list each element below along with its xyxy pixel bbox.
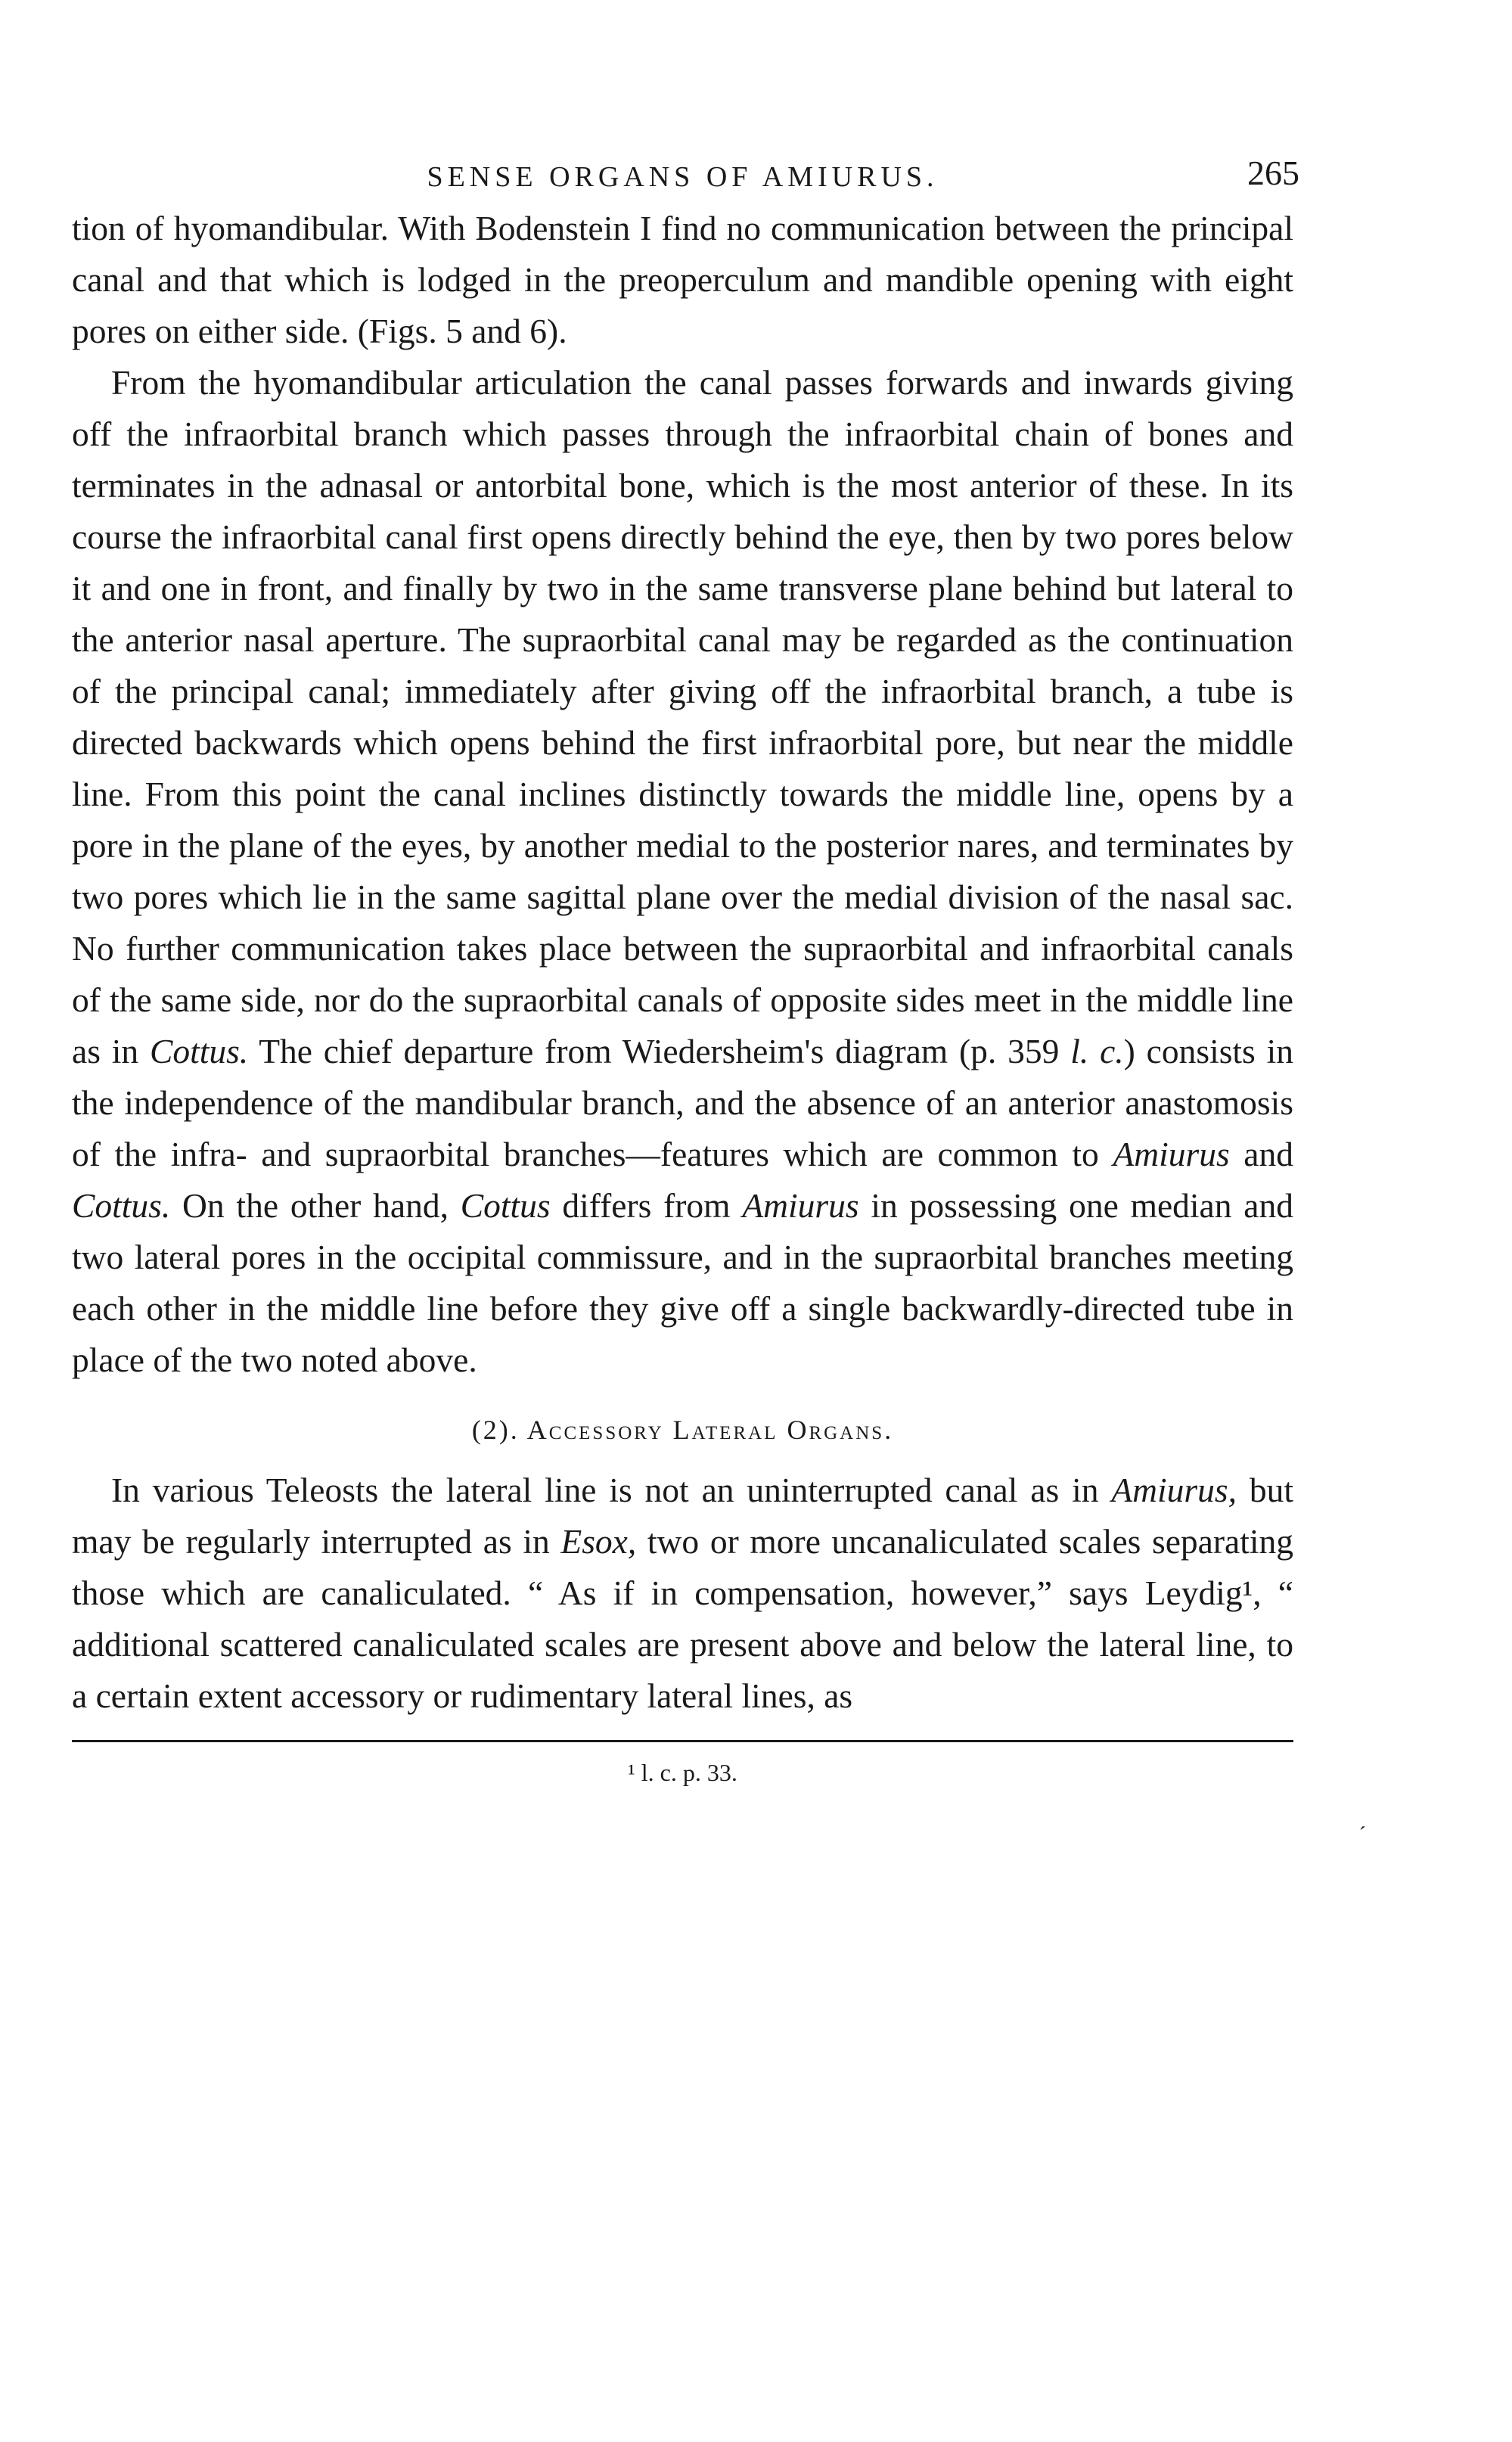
italic-text-segment: Cottus (460, 1186, 551, 1225)
text-segment: The chief departure from Wiedersheim's diagram (p. 359 (248, 1032, 1071, 1070)
italic-text-segment: Cottus. (72, 1186, 171, 1225)
text-segment: On the other hand, (170, 1186, 461, 1225)
italic-text-segment: l. c. (1070, 1032, 1124, 1070)
italic-text-segment: Amiurus, (1111, 1471, 1237, 1509)
running-head (72, 113, 1299, 193)
italic-text-segment: Amiurus (742, 1186, 859, 1225)
page-number: 265 (1247, 154, 1299, 192)
book-page (72, 113, 1299, 1787)
italic-text-segment: Esox, (560, 1522, 637, 1561)
italic-text-segment: Amiurus (1113, 1135, 1230, 1173)
section-heading: (2). Accessory Lateral Organs. (471, 1415, 894, 1445)
text-segment: In various Teleosts the lateral line is not an uninterrupted canal as in (111, 1471, 1112, 1509)
body-text (72, 203, 1293, 1722)
text-segment: differs from (550, 1186, 743, 1225)
text-segment: and (1229, 1135, 1293, 1173)
paragraphs-before-heading (72, 203, 1293, 1386)
footnote: ¹ l. c. p. 33. (628, 1759, 737, 1786)
paragraph (72, 203, 1293, 357)
text-segment: tion of hyomandibular. With Bodenstein I find no communication between the principal canal and that which is lodged in the preoperculum and mandible opening with eight pores on either side. (Figs. 5 and 6). (72, 209, 1293, 350)
paragraphs-after-heading (72, 1465, 1293, 1722)
footnote-rule (72, 1740, 1293, 1742)
stray-mark: ´ (1358, 1823, 1366, 1847)
paragraph (72, 357, 1293, 1386)
text-segment: two or more uncanaliculated scales separating those which are canaliculated. “ As if in compensation, however,” says Leydig¹, “ additional scattered canaliculated scales are present above and below the lateral line, to a certain extent accessory or rudimentary lateral lines, as (72, 1522, 1293, 1715)
text-segment: but may be regularly interrupted as in (72, 1471, 1293, 1561)
text-segment: ) consists in the independence of the mandibular branch, and the absence of an anterior anastomosis of the infra- and supraorbital branches—features which are common to (72, 1032, 1293, 1173)
text-segment: From the hyomandibular articulation the canal passes forwards and inwards giving off the infraorbital branch which passes through the infraorbital chain of bones and terminates in the adnasal or antorbital bone, which is the most anterior of these. In its course the infraorbital canal first opens directly behind the eye, then by two pores below it and one in front, and finally by two in the same transverse plane behind but lateral to the anterior nasal aperture. The supraorbital canal may be regarded as the continuation of the principal canal; immediately after giving off the infraorbital branch, a tube is directed backwards which opens behind the first infraorbital pore, but near the middle line. From this point the canal inclines distinctly towards the middle line, opens by a pore in the plane of the eyes, by another medial to the posterior nares, and terminates by two pores which lie in the same sagittal plane over the medial division of the nasal sac. No further communication takes place between the supraorbital and infraorbital canals of the same side, nor do the supraorbital canals of opposite sides meet in the middle line as in (72, 363, 1293, 1070)
running-title: SENSE ORGANS OF AMIURUS. (427, 161, 939, 193)
paragraph (72, 1465, 1293, 1722)
italic-text-segment: Cottus. (149, 1032, 249, 1070)
text-segment: in possessing one median and two lateral pores in the occipital commissure, and in the supraorbital branches meeting each other in the middle line before they give off a single backwardly-directed tube in place of the two noted above. (72, 1186, 1293, 1379)
